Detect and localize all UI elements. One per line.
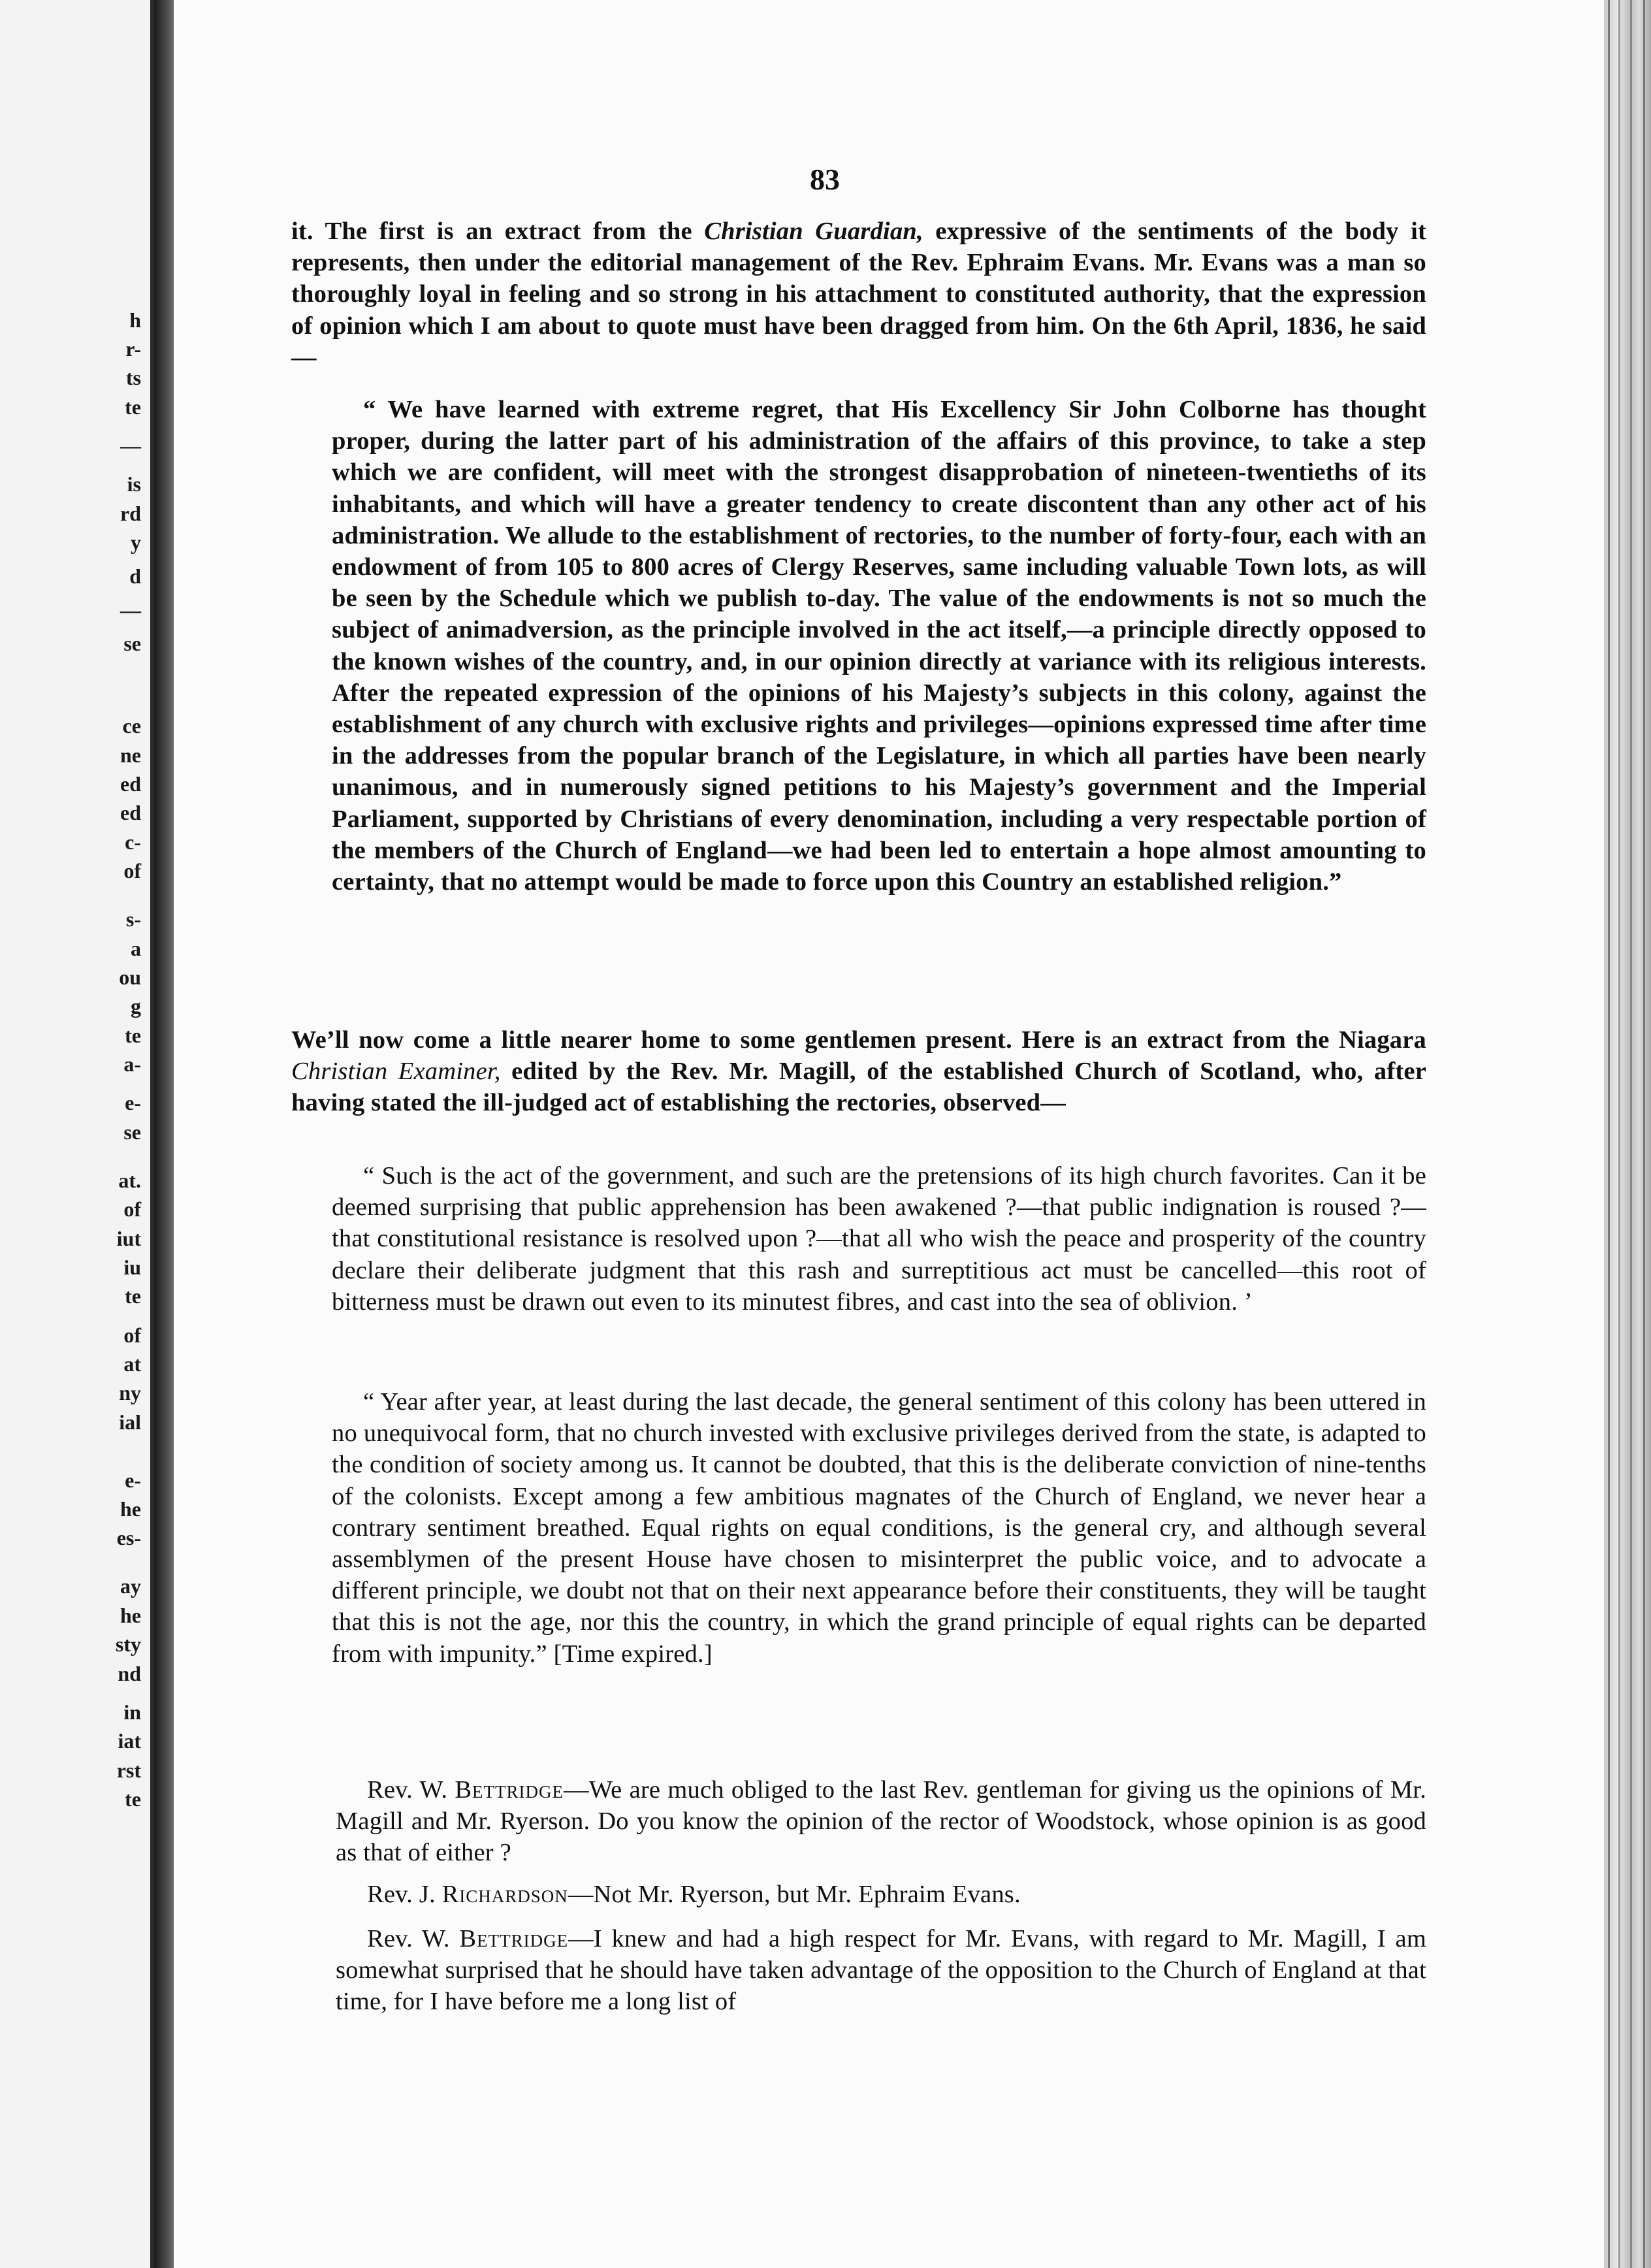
left-page-fragment: te <box>125 1284 141 1308</box>
left-page-fragment: nd <box>118 1661 141 1685</box>
page-number: 83 <box>810 163 840 196</box>
dialogue-bettridge-1 <box>336 1774 1426 1869</box>
paragraph-2-rest: edited by the Rev. Mr. Magill, of the established Church of Scotland, who, after having stated the ill-judged act of establishing the rectories, observed— <box>291 1058 1426 1117</box>
left-page-fragment: te <box>125 1023 141 1047</box>
left-page-fragment: he <box>120 1603 141 1627</box>
left-page-fragment: e- <box>125 1468 141 1492</box>
left-page-fragment: rst <box>116 1758 141 1782</box>
left-page-fragment: es- <box>116 1526 141 1550</box>
quote-guardian: “ We have learned with extreme regret, that His Excellency Sir John Colborne has thought proper, during the latter part of his administration of the affairs of this province, to take a step which we are confident, will meet with the strongest disapprobation of nineteen-twentieths of its inhabitants, and which will have a greater tendency to create discontent than any other act of his administration. We allude to the establishment of rectories, to the number of forty-four, each with an endowment of from 105 to 800 acres of Clergy Reserves, same including valuable Town lots, as will be seen by the Schedule which we publish to-day. The value of the endowments is not so much the subject of animadversion, as the principle involved in the act itself,—a principle directly opposed to the known wishes of the country, and, in our opinion directly at variance with its religious interests. After the repeated expression of the opinions of his Majesty’s subjects in this colony, against the establishment of any church with exclusive rights and privileges—opinions expressed time after time in the addresses from the popular branch of the Legislature, in which all parties have been nearly unanimous, and in numerously signed petitions to his Majesty’s government and the Imperial Parliament, supported by Christians of every denomination, including a very respectable portion of the members of the Church of England—we had been led to entertain a hope almost amounting to certainty, that no attempt would be made to force upon this Country an established religion.” <box>332 396 1426 896</box>
left-page-fragment: ed <box>120 772 141 796</box>
left-page-fragment: of <box>123 1197 141 1222</box>
left-page-fragment: he <box>120 1497 141 1521</box>
left-page-fragment: ce <box>122 714 141 738</box>
dialogue-bettridge-2 <box>336 1923 1426 2018</box>
dialogue-richardson <box>336 1879 1426 1910</box>
paragraph-2-start: We’ll now come a little nearer home to some gentlemen present. Here is an extract from the Niagara <box>291 1026 1426 1054</box>
left-page-fragment: ay <box>120 1574 141 1598</box>
previous-page-fragment <box>0 0 154 2268</box>
left-page-fragment: ny <box>119 1381 141 1405</box>
left-page-fragment: e- <box>125 1091 141 1115</box>
speech-text: —I knew and had a high respect for Mr. Evans, with regard to Mr. Magill, I am somewhat surprised that he should have taken advantage of the opposition to the Church of England at that time, for I have before me a long list of <box>336 1925 1426 2016</box>
left-page-fragment: of <box>123 859 141 883</box>
left-page-fragment: te <box>125 395 141 419</box>
left-page-fragment: — <box>120 598 141 622</box>
quote-examiner-2: “ Year after year, at least during the last decade, the general sentiment of this colony has been uttered in no unequivocal form, that no church invested with exclusive privileges derived from the state, is adapted to the condition of society among us. It cannot be doubted, that this is the deliberate conviction of nine-tenths of the colonists. Except among a few ambitious magnates of the Church of England, we never hear a contrary sentiment breathed. Equal rights on equal conditions, is the general cry, and although several assemblymen of the present House have chosen to misinterpret the public voice, and to advocate a different principle, we doubt not that on their next appearance before their constituents, they will be taught that this is not the age, nor this the country, in which the grand principle of equal rights can be departed from with impunity.” [Time expired.] <box>332 1388 1426 1668</box>
left-page-fragment: g <box>131 994 141 1018</box>
left-page-fragment: iat <box>118 1729 141 1753</box>
left-page-fragment: te <box>125 1787 141 1811</box>
quote-examiner-1: “ Such is the act of the government, and such are the pretensions of its high church favorites. Can it be deemed surprising that public apprehension has been awakened ?—that public indignation is roused ?—that constitutional resistance is resolved upon ?—that all who wish the peace and prosperity of the country declare their deliberate judgment that this rash and surreptitious act must be cancelled—this root of bitterness must be drawn out even to its minutest fibres, and cast into the sea of oblivion. ’ <box>332 1162 1426 1316</box>
publication-christian-examiner: Christian Examiner, <box>291 1058 501 1086</box>
page-edge <box>1604 0 1651 2268</box>
left-page-fragment: c- <box>125 830 141 854</box>
speaker-prefix: Rev. W. <box>367 1776 455 1804</box>
left-page-fragment: iut <box>116 1226 141 1250</box>
paragraph-1-start: it. The first is an extract from the <box>291 218 705 245</box>
left-page-fragment: d <box>129 564 141 588</box>
left-page-fragment: ne <box>120 743 141 767</box>
left-page-fragment: — <box>120 434 141 457</box>
left-page-fragment: ou <box>119 965 141 989</box>
left-page-fragment: ial <box>119 1410 141 1434</box>
left-page-fragment: r- <box>125 337 141 361</box>
left-page-fragment: at. <box>118 1168 141 1192</box>
speaker-name: Bettridge <box>455 1776 564 1804</box>
paragraph-2 <box>291 1024 1426 1119</box>
speaker-prefix: Rev. W. <box>367 1925 460 1952</box>
left-page-fragment: at <box>123 1352 141 1376</box>
left-page-fragment: ts <box>125 366 141 390</box>
paragraph-1-rest: expressive of the sentiments of the body it represents, then under the editorial management of the Rev. Ephraim Evans. Mr. Evans was a man so thoroughly loyal in feeling and so strong in his attachment to constituted authority, that the expression of opinion which I am about to quote must have been dragged from him. On the 6th April, 1836, he said— <box>291 218 1426 371</box>
left-page-fragment: iu <box>123 1256 141 1279</box>
left-page-fragment: s- <box>125 907 141 932</box>
left-page-fragment: in <box>123 1700 141 1724</box>
left-page-fragment: a- <box>123 1052 141 1077</box>
speaker-name: Bettridge <box>459 1925 569 1952</box>
left-page-fragment: y <box>131 530 141 554</box>
left-page-fragment: is <box>127 472 141 496</box>
left-page-fragment: of <box>123 1323 141 1347</box>
speech-text: —We are much obliged to the last Rev. gentleman for giving us the opinions of Mr. Magill and Mr. Ryerson. Do you know the opinion of the rector of Woodstock, whose opinion is as good as that of either ? <box>336 1776 1426 1867</box>
book-gutter <box>154 0 174 2268</box>
left-page-fragment: ed <box>120 801 141 825</box>
speech-text: —Not Mr. Ryerson, but Mr. Ephraim Evans. <box>568 1881 1021 1908</box>
left-page-fragment: a <box>131 936 141 960</box>
publication-christian-guardian: Christian Guardian, <box>704 218 923 245</box>
left-page-fragment: h <box>129 308 141 332</box>
left-page-fragment: se <box>123 1120 141 1144</box>
paragraph-1 <box>291 216 1426 373</box>
left-page-fragment: se <box>123 632 141 656</box>
left-page-fragment: sty <box>115 1632 141 1657</box>
speaker-prefix: Rev. J. <box>367 1881 442 1908</box>
left-page-fragment: rd <box>120 501 141 525</box>
speaker-name: Richardson <box>441 1881 568 1908</box>
